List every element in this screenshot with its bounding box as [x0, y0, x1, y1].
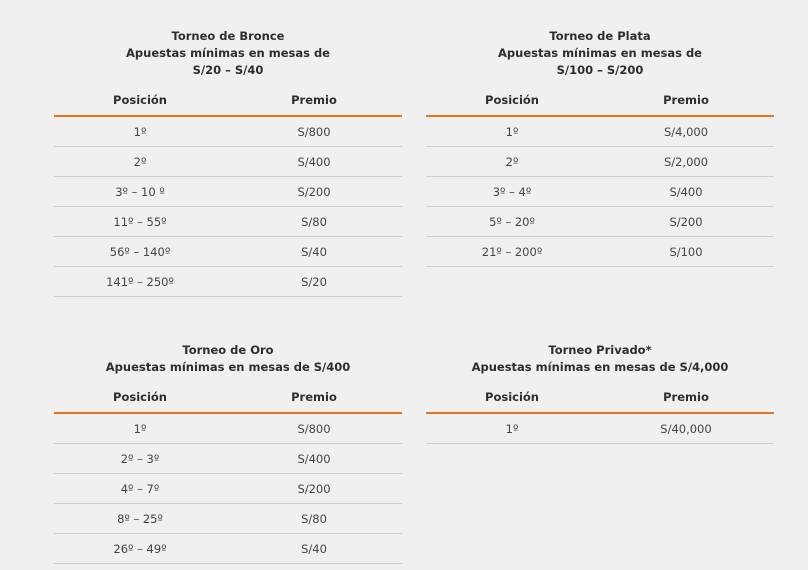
prize-cell: S/40,000 — [598, 413, 774, 444]
prize-cell: S/400 — [226, 147, 402, 177]
prize-table — [426, 382, 774, 444]
column-header-position: Posición — [426, 382, 598, 413]
tournament-title — [54, 28, 402, 79]
position-cell: 4º – 7º — [54, 474, 226, 504]
table-row — [54, 534, 402, 564]
prize-cell: S/800 — [226, 413, 402, 444]
table-row — [54, 147, 402, 177]
table-row — [426, 177, 774, 207]
tournament-name: Torneo de Bronce — [171, 29, 285, 43]
table-header-row — [54, 382, 402, 413]
tournament-title — [426, 28, 774, 79]
prize-cell: S/80 — [226, 207, 402, 237]
table-row — [426, 207, 774, 237]
column-header-position: Posición — [54, 382, 226, 413]
tournament-silver — [426, 28, 774, 267]
table-row — [54, 207, 402, 237]
position-cell: 2º — [426, 147, 598, 177]
position-cell: 8º – 25º — [54, 504, 226, 534]
prize-cell: S/40 — [226, 237, 402, 267]
prize-cell: S/800 — [226, 116, 402, 147]
position-cell: 1º — [426, 116, 598, 147]
table-header-row — [426, 85, 774, 116]
prize-cell: S/200 — [226, 474, 402, 504]
prize-cell: S/200 — [598, 207, 774, 237]
position-cell: 21º – 200º — [426, 237, 598, 267]
tournament-private — [426, 342, 774, 444]
position-cell: 26º – 49º — [54, 534, 226, 564]
column-header-prize: Premio — [598, 382, 774, 413]
tournament-name: Torneo de Oro — [182, 343, 274, 357]
table-row — [54, 504, 402, 534]
tournament-title — [426, 342, 774, 376]
table-row — [426, 413, 774, 444]
prize-cell: S/100 — [598, 237, 774, 267]
position-cell: 3º – 4º — [426, 177, 598, 207]
position-cell: 1º — [54, 116, 226, 147]
table-row — [54, 413, 402, 444]
table-row — [54, 474, 402, 504]
prize-cell: S/4,000 — [598, 116, 774, 147]
table-row — [54, 267, 402, 297]
table-header-row — [426, 382, 774, 413]
column-header-position: Posición — [54, 85, 226, 116]
prize-cell: S/400 — [226, 444, 402, 474]
tournament-subtitle: Apuestas mínimas en mesas de — [498, 46, 702, 60]
tournament-bronze — [54, 28, 402, 297]
tournament-subtitle: Apuestas mínimas en mesas de S/4,000 — [471, 360, 729, 374]
position-cell: 3º – 10 º — [54, 177, 226, 207]
table-row — [54, 116, 402, 147]
table-row — [426, 116, 774, 147]
column-header-prize: Premio — [226, 382, 402, 413]
column-header-prize: Premio — [598, 85, 774, 116]
position-cell: 1º — [54, 413, 226, 444]
position-cell: 1º — [426, 413, 598, 444]
position-cell: 5º – 20º — [426, 207, 598, 237]
prize-cell: S/2,000 — [598, 147, 774, 177]
prize-table — [426, 85, 774, 267]
prize-cell: S/20 — [226, 267, 402, 297]
position-cell: 2º — [54, 147, 226, 177]
position-cell: 56º – 140º — [54, 237, 226, 267]
table-row — [426, 237, 774, 267]
tournament-gold — [54, 342, 402, 564]
table-row — [54, 237, 402, 267]
table-row — [54, 444, 402, 474]
prize-cell: S/80 — [226, 504, 402, 534]
prize-cell: S/400 — [598, 177, 774, 207]
column-header-position: Posición — [426, 85, 598, 116]
tournament-subtitle: Apuestas mínimas en mesas de — [126, 46, 330, 60]
column-header-prize: Premio — [226, 85, 402, 116]
prize-cell: S/40 — [226, 534, 402, 564]
position-cell: 11º – 55º — [54, 207, 226, 237]
table-row — [426, 147, 774, 177]
tournament-title — [54, 342, 402, 376]
tournament-subtitle: Apuestas mínimas en mesas de S/400 — [105, 360, 351, 374]
tournament-name: Torneo de Plata — [549, 29, 651, 43]
prize-cell: S/200 — [226, 177, 402, 207]
position-cell: 2º – 3º — [54, 444, 226, 474]
prize-table — [54, 85, 402, 297]
tournament-bet-range: S/20 – S/40 — [192, 63, 264, 77]
table-header-row — [54, 85, 402, 116]
tournament-bet-range: S/100 – S/200 — [556, 63, 644, 77]
tournament-name: Torneo Privado* — [548, 343, 652, 357]
position-cell: 141º – 250º — [54, 267, 226, 297]
prize-table — [54, 382, 402, 564]
table-row — [54, 177, 402, 207]
